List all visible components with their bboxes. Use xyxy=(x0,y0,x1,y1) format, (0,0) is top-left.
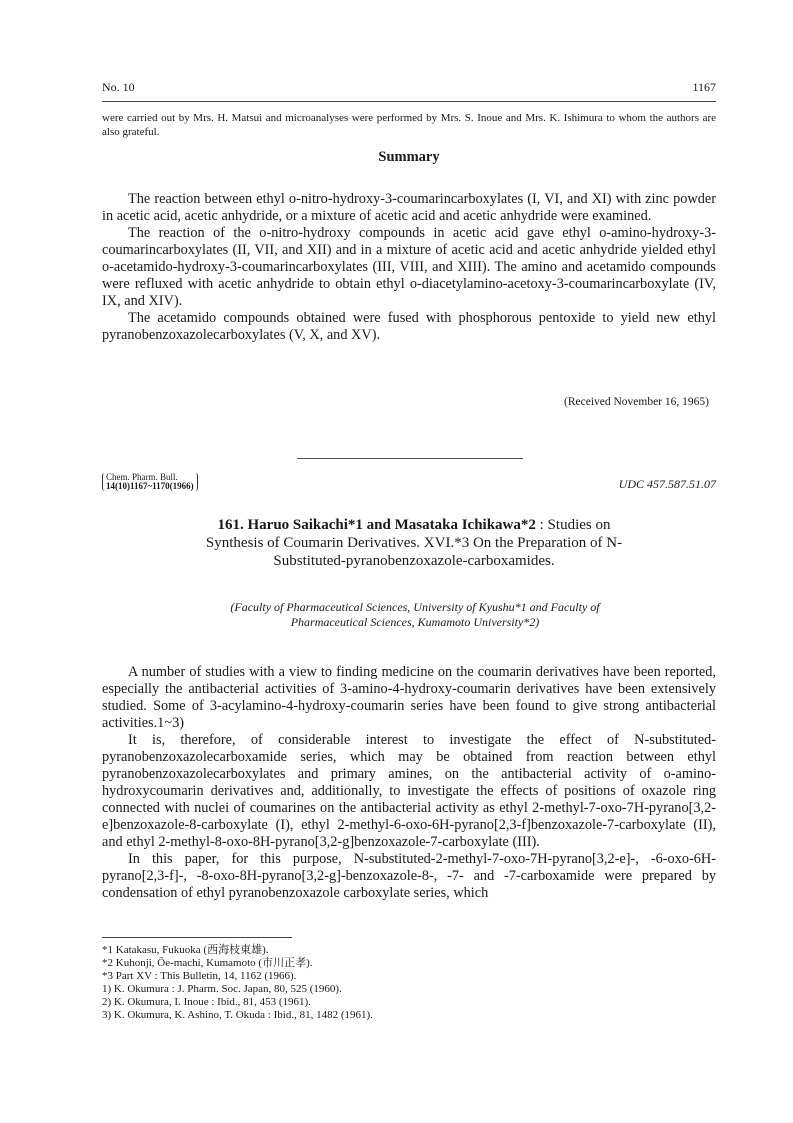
article-body xyxy=(102,664,716,902)
summary-paragraph-1: The reaction between ethyl o-nitro-hydroxy-3-coumarincarboxylates (I, VI, and XI) with zinc powder in acetic acid, acetic anhydride, or a mixture of acetic acid and acetic anhydride were examined. xyxy=(102,191,716,224)
body-paragraph-2: It is, therefore, of considerable interest to investigate the effect of N-substituted-pyranobenzoxazolecarboxamide series, which may be obtained from reaction between ethyl pyranobenzoxazolecarboxylates and primary amines, on the antibacterial activity of o-amino-hydroxycoumarin derivatives and, additionally, to investigate the effects of positions of oxazole ring connected with nuclei of coumarines on the antibacterial activity as ethyl 2-methyl-7-oxo-7H-pyrano[3,2-e]benzoxazole-8-carboxylate (I), ethyl 2-methyl-6-oxo-6H-pyrano[2,3-f]benzoxazole-7-carboxylate (II), and ethyl 2-methyl-8-oxo-8H-pyrano[3,2-g]benzoxazole-7-carboxylate (III). xyxy=(102,732,716,850)
acknowledgement-text: were carried out by Mrs. H. Matsui and microanalyses were performed by Mrs. S. Inoue and Mrs. K. Ishimura to whom the authors are also grateful. xyxy=(102,112,716,138)
udc-code: UDC 457.587.51.07 xyxy=(618,477,716,491)
citation-volume: 14(10)1167~1170(1966) xyxy=(106,481,194,491)
citation-journal: Chem. Pharm. Bull. xyxy=(106,472,178,482)
reference-2: 2) K. Okumura, I. Inoue : Ibid., 81, 453 (1961). xyxy=(102,996,311,1008)
article-separator xyxy=(297,458,523,459)
summary-section xyxy=(102,191,716,344)
affiliation: (Faculty of Pharmaceutical Sciences, University of Kyushu*1 and Faculty of Pharmaceutical Sciences, Kumamoto University*2) xyxy=(230,600,600,629)
body-paragraph-1: A number of studies with a view to finding medicine on the coumarin derivatives have been reported, especially the antibacterial activities of 3-amino-4-hydroxy-coumarin derivatives have been extensively studied. Some of 3-acylamino-4-hydroxy-coumarin series have been found to give strong antibacterial activities.1~3) xyxy=(102,664,716,731)
article-number: 161. xyxy=(217,517,244,533)
article-authors: Haruo Saikachi*1 and Masataka Ichikawa*2 xyxy=(247,517,536,533)
article-title-text: : Studies on Synthesis of Coumarin Derivatives. XVI.*3 On the Preparation of N-Substituted-pyranobenzoxazole-carboxamides. xyxy=(205,517,623,569)
reference-3: 3) K. Okumura, K. Ashino, T. Okuda : Ibid., 81, 1482 (1961). xyxy=(102,1009,373,1021)
body-paragraph-3: In this paper, for this purpose, N-substituted-2-methyl-7-oxo-7H-pyrano[3,2-e]-, -6-oxo-6H-pyrano[2,3-f]-, -8-oxo-8H-pyrano[3,2-g]-benzoxazole-8-, -7- and -7-carboxamide were prepared by condensation of ethyl pyranobenzoxazole carboxylate series, which xyxy=(102,851,716,901)
footnote-1: *1 Katakasu, Fukuoka (西海枝東雄). xyxy=(102,944,269,956)
footnote-2: *2 Kuhonji, Ōe-machi, Kumamoto (市川正孝). xyxy=(102,957,313,969)
footnote-3: *3 Part XV : This Bulletin, 14, 1162 (1966). xyxy=(102,970,297,982)
footnotes xyxy=(102,944,716,1022)
reference-1: 1) K. Okumura : J. Pharm. Soc. Japan, 80, 525 (1960). xyxy=(102,983,342,995)
running-head-issue: No. 10 xyxy=(102,80,135,94)
summary-paragraph-3: The acetamido compounds obtained were fused with phosphorous pentoxide to yield new ethyl pyranobenzoxazolecarboxylates (V, X, and XV). xyxy=(102,310,716,343)
header-rule xyxy=(102,101,716,102)
summary-heading: Summary xyxy=(378,149,440,165)
journal-citation xyxy=(102,473,198,491)
received-date: (Received November 16, 1965) xyxy=(564,396,709,408)
page-number: 1167 xyxy=(692,80,716,94)
summary-paragraph-2: The reaction of the o-nitro-hydroxy compounds in acetic acid gave ethyl o-amino-hydroxy-3-coumarincarboxylates (II, VII, and XII) and in a mixture of acetic acid and acetic anhydride yielded ethyl o-acetamido-hydroxy-3-coumarincarboxylates (III, VIII, and XIII). The amino and acetamido compounds were refluxed with acetic anhydride to obtain ethyl o-diacetylamino-acetoxy-3-coumarincarboxylate (IV, IX, and XIV). xyxy=(102,225,716,309)
footnote-rule xyxy=(102,937,292,938)
article-title xyxy=(205,516,623,570)
